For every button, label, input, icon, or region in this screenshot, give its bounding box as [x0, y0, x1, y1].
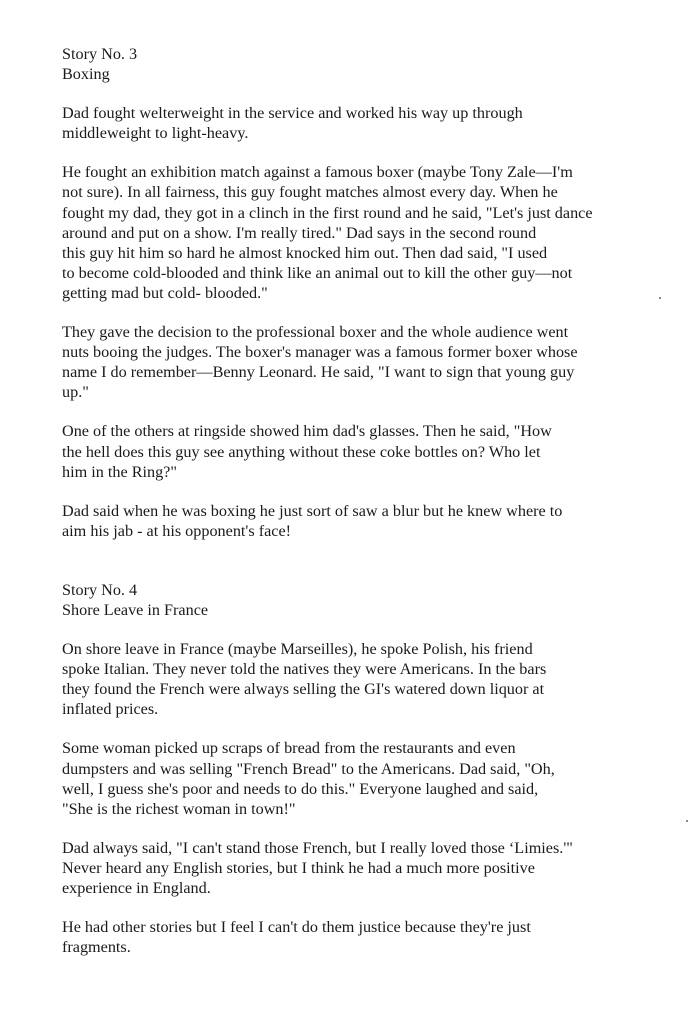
text-line: this guy hit him so hard he almost knocked him out. Then dad said, "I used [62, 243, 548, 262]
text-line: around and put on a show. I'm really tired." Dad says in the second round [62, 223, 537, 242]
text-line: Dad said when he was boxing he just sort of saw a blur but he knew where to [62, 501, 563, 520]
text-line: well, I guess she's poor and needs to do this." Everyone laughed and said, [62, 779, 539, 798]
text-line: him in the Ring?" [62, 462, 177, 481]
paragraph [62, 421, 662, 481]
story-title: Boxing [62, 65, 110, 84]
text-line: inflated prices. [62, 700, 159, 719]
text-line: spoke Italian. They never told the natives they were Americans. In the bars [62, 660, 547, 679]
text-line: they found the French were always selling the GI's watered down liquor at [62, 680, 545, 699]
paragraph [62, 162, 662, 303]
text-line: to become cold-blooded and think like an animal out to kill the other guy—not [62, 263, 573, 282]
story-4 [62, 580, 662, 957]
text-line: up." [62, 383, 89, 402]
paragraph [62, 838, 662, 898]
paragraph [62, 501, 662, 541]
text-line: middleweight to light-heavy. [62, 124, 249, 143]
text-line: nuts booing the judges. The boxer's manager was a famous former boxer whose [62, 343, 578, 362]
text-line: "She is the richest woman in town!" [62, 799, 296, 818]
text-line: Never heard any English stories, but I think he had a much more positive [62, 858, 535, 877]
text-line: Dad always said, "I can't stand those French, but I really loved those ‘Limies.'" [62, 838, 573, 857]
text-line: not sure). In all fairness, this guy fought matches almost every day. When he [62, 183, 558, 202]
text-line: name I do remember—Benny Leonard. He said, "I want to sign that young guy [62, 363, 575, 382]
document-page [62, 44, 662, 957]
text-line: Some woman picked up scraps of bread from the restaurants and even [62, 739, 516, 758]
story-number: Story No. 4 [62, 580, 138, 599]
text-line: One of the others at ringside showed him dad's glasses. Then he said, "How [62, 422, 552, 441]
story-number: Story No. 3 [62, 45, 138, 63]
text-line: getting mad but cold- blooded." [62, 283, 268, 302]
text-line: He fought an exhibition match against a famous boxer (maybe Tony Zale—I'm [62, 163, 573, 182]
text-line: experience in England. [62, 879, 211, 897]
text-line: fought my dad, they got in a clinch in the first round and he said, "Let's just dance [62, 203, 593, 222]
text-line: fragments. [62, 938, 131, 957]
text-line: dumpsters and was selling "French Bread" to the Americans. Dad said, "Oh, [62, 759, 555, 778]
paragraph [62, 322, 662, 402]
paragraph [62, 103, 662, 143]
paragraph [62, 738, 662, 818]
scan-speck [686, 820, 688, 822]
story-3 [62, 44, 662, 541]
text-line: the hell does this guy see anything without these coke bottles on? Who let [62, 442, 541, 461]
text-line: aim his jab - at his opponent's face! [62, 521, 292, 540]
text-line: They gave the decision to the professional boxer and the whole audience went [62, 323, 569, 342]
text-line: He had other stories but I feel I can't do them justice because they're just [62, 918, 531, 937]
paragraph [62, 639, 662, 719]
text-line: On shore leave in France (maybe Marseilles), he spoke Polish, his friend [62, 640, 533, 659]
paragraph [62, 917, 662, 957]
story-title: Shore Leave in France [62, 600, 209, 619]
text-line: Dad fought welterweight in the service and worked his way up through [62, 104, 523, 123]
